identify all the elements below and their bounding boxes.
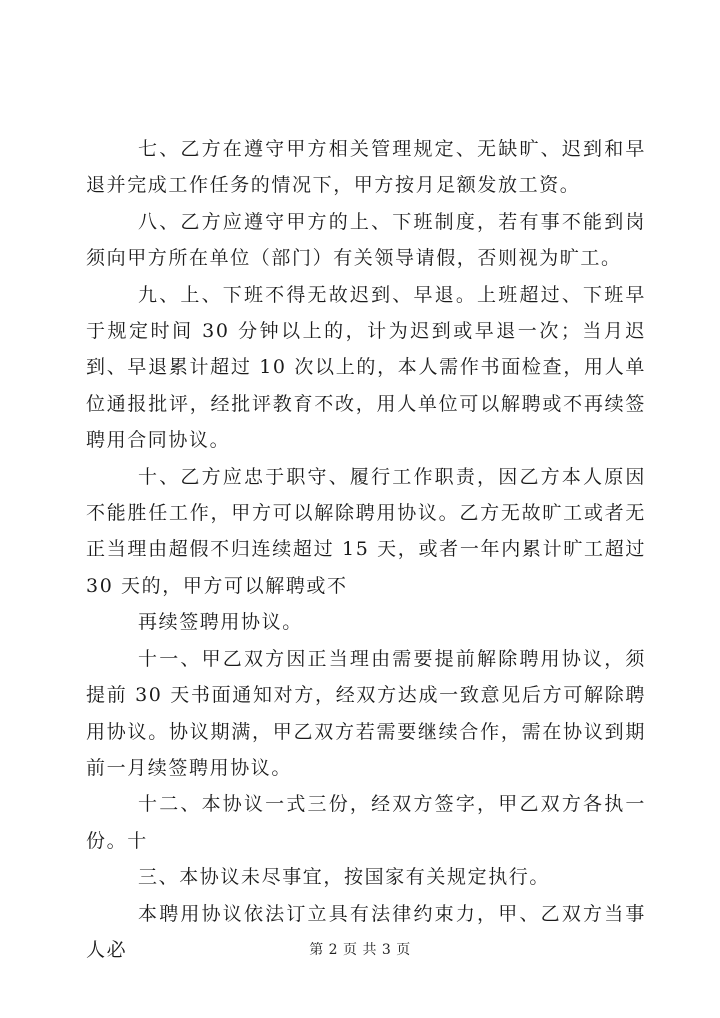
paragraph-clause-12: 十二、本协议一式三份，经双方签字，甲乙双方各执一份。十: [86, 793, 646, 852]
paragraph-closing: 本聘用协议依法订立具有法律约束力，甲、乙双方当事人必: [86, 902, 646, 961]
paragraph-clause-8: 八、乙方应遵守甲方的上、下班制度，若有事不能到岗须向甲方所在单位（部门）有关领导请假，否则视为旷工。: [86, 210, 646, 270]
paragraph-clause-11: 十一、甲乙双方因正当理由需要提前解除聘用协议，须提前 30 天书面通知对方，经双方达成一致意见后方可解除聘用协议。协议期满，甲乙双方若需要继续合作，需在协议到期前一月续签聘用协议。: [86, 647, 646, 779]
paragraph-clause-10-continued: 再续签聘用协议。: [138, 611, 303, 634]
document-body: [86, 131, 646, 968]
page-number-footer: 第 2 页 共 3 页: [309, 942, 411, 958]
paragraph-clause-7: 七、乙方在遵守甲方相关管理规定、无缺旷、迟到和早退并完成工作任务的情况下，甲方按月足额发放工资。: [86, 138, 646, 197]
paragraph-clause-13: 三、本协议未尽事宜，按国家有关规定执行。: [138, 866, 551, 889]
paragraph-clause-10: 十、乙方应忠于职守、履行工作职责，因乙方本人原因不能胜任工作，甲方可以解除聘用协议。乙方无故旷工或者无正当理由超假不归连续超过 15 天，或者一年内累计旷工超过 30 天的，甲方可以解聘或不: [86, 465, 646, 597]
paragraph-clause-9: 九、上、下班不得无故迟到、早退。上班超过、下班早于规定时间 30 分钟以上的，计为迟到或早退一次；当月迟到、早退累计超过 10 次以上的，本人需作书面检查，用人单位通报批评，经批评教育不改，用人单位可以解聘或不再续签聘用合同协议。: [86, 283, 646, 452]
